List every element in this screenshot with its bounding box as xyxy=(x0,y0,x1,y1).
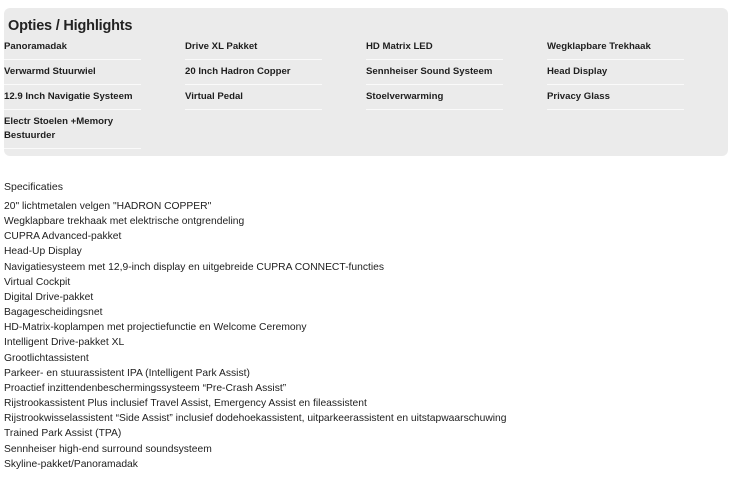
spec-item: 20" lichtmetalen velgen "HADRON COPPER" xyxy=(4,201,212,212)
option-item: Panoramadak xyxy=(4,38,141,60)
option-item: HD Matrix LED xyxy=(366,38,503,60)
option-item: Virtual Pedal xyxy=(185,88,322,110)
option-item: 12.9 Inch Navigatie Systeem xyxy=(4,88,141,110)
option-item: 20 Inch Hadron Copper xyxy=(185,63,322,85)
spec-item: HD-Matrix-koplampen met projectiefunctie en Welcome Ceremony xyxy=(4,322,307,334)
spec-item: Virtual Cockpit xyxy=(4,276,71,288)
option-item: Stoelverwarming xyxy=(366,88,503,110)
spec-item: Navigatiesysteem met 12,9-inch display en uitgebreide CUPRA CONNECT-functies xyxy=(4,261,385,273)
spec-item: Head-Up Display xyxy=(4,246,82,258)
spec-item: CUPRA Advanced-pakket xyxy=(4,231,122,243)
spec-item: Skyline-pakket/Panoramadak xyxy=(4,458,138,470)
specs-list xyxy=(4,199,507,472)
spec-item: Rijstrookassistent Plus inclusief Travel Assist, Emergency Assist en fileassistent xyxy=(4,398,367,410)
spec-item: Sennheiser high-end surround soundsysteem xyxy=(4,443,212,455)
spec-item: Rijstrookwisselassistent “Side Assist” inclusief dodehoekassistent, uitparkeerassistent en uitstapwaarschuwing xyxy=(4,413,507,425)
spec-item: Intelligent Drive-pakket XL xyxy=(4,337,125,349)
option-item: Head Display xyxy=(547,63,684,85)
option-item: Privacy Glass xyxy=(547,88,684,110)
spec-item: Grootlichtassistent xyxy=(4,352,89,364)
spec-item: Digital Drive-pakket xyxy=(4,291,94,303)
option-item: Sennheiser Sound Systeem xyxy=(366,63,503,85)
option-item: Verwarmd Stuurwiel xyxy=(4,63,141,85)
option-item: Drive XL Pakket xyxy=(185,38,322,60)
option-item: Wegklapbare Trekhaak xyxy=(547,38,684,60)
spec-item: Bagagescheidingsnet xyxy=(4,307,103,319)
spec-item: Wegklapbare trekhaak met elektrische ontgrendeling xyxy=(4,216,245,228)
spec-item: Parkeer- en stuurassistent IPA (Intelligent Park Assist) xyxy=(4,367,250,379)
specs-title: Specificaties xyxy=(4,181,63,193)
options-title: Opties / Highlights xyxy=(8,18,133,34)
option-item: Electr Stoelen +Memory Bestuurder xyxy=(4,113,141,149)
spec-item: Proactief inzittendenbeschermingssysteem “Pre-Crash Assist” xyxy=(4,382,287,394)
spec-item: Trained Park Assist (TPA) xyxy=(4,428,122,440)
